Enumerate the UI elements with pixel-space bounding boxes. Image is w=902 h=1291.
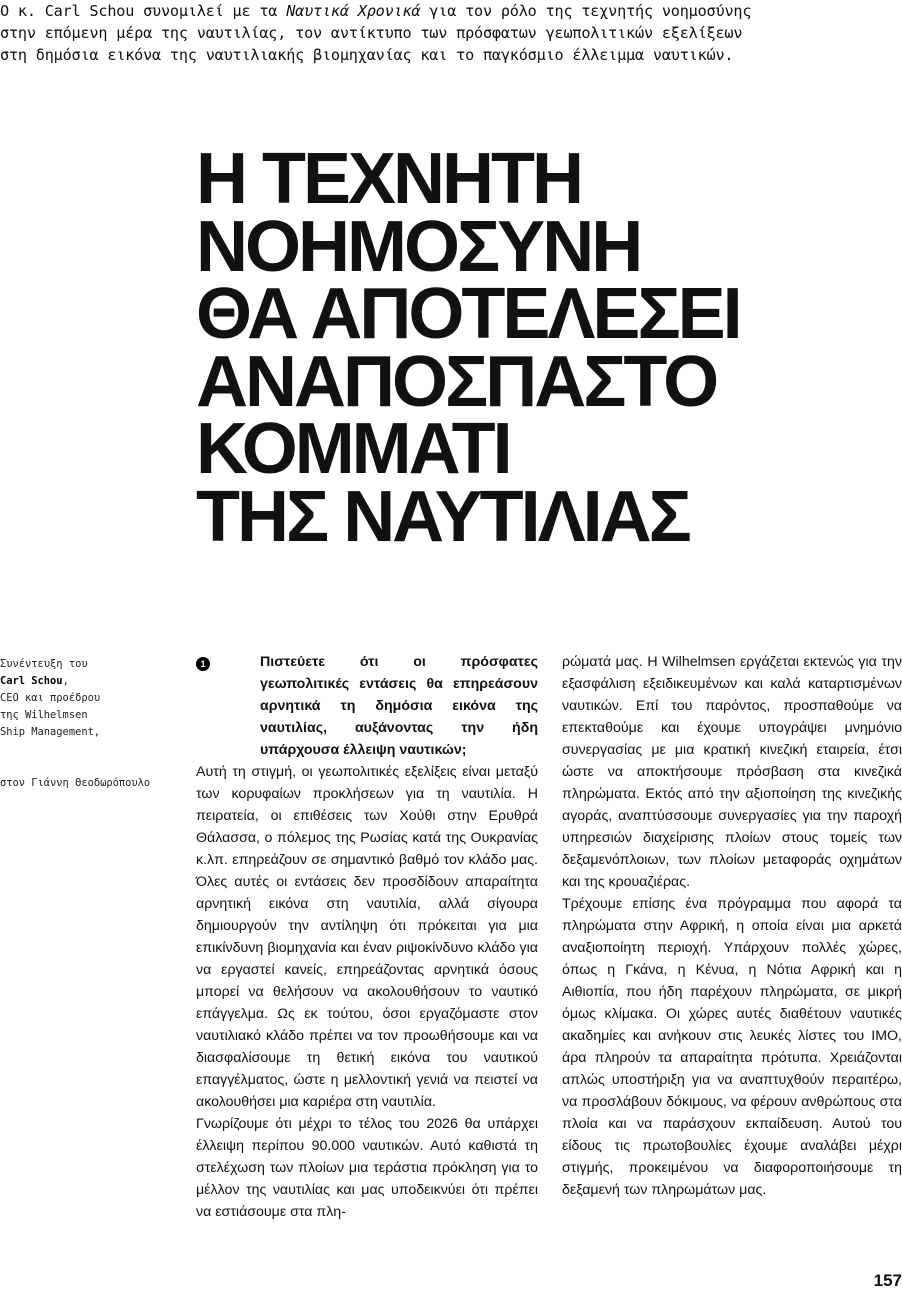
intro-line-1-start: Ο κ. Carl Schou συνομιλεί με τα [0,2,287,20]
byline [0,656,180,792]
headline-line-1: Η ΤΕΧΝΗΤΗ [196,139,581,219]
intro-standfirst [0,0,902,66]
answer-column-left [196,761,538,1223]
publication-name: Ναυτικά Χρονικά [286,2,421,20]
byline-role-3: Ship Management, [0,726,101,738]
intro-line-1-end: για τον ρόλο της τεχνητής νοημοσύνης [420,2,752,20]
headline-line-4: ΑΝΑΠΟΣΠΑΣΤΟ [196,341,717,422]
interviewee-name: Carl Schou [0,675,63,687]
byline-role-2: της Wilhelmsen [0,709,88,721]
interviewer: στον Γιάννη Θεοδωρόπουλο [0,777,151,789]
intro-line-1 [0,0,902,22]
headline [196,139,896,557]
page-number: 157 [873,1271,902,1290]
byline-role-1: CEO και προέδρου [0,692,101,704]
intro-line-2: στην επόμενη μέρα της ναυτιλίας, τον αντίκτυπο των πρόσφατων γεωπολιτικών εξελίξεων [0,24,743,42]
byline-label: Συνέντευξη του [0,658,88,670]
question-text: Πιστεύετε ότι οι πρόσφατες γεωπολιτικές εντάσεις θα επηρεάσουν αρνητικά τη δημόσια εικόνα της ναυτιλίας, αυξάνοντας την ήδη υπάρχουσα έλλειψη ναυτικών; [260,654,538,758]
headline-line-2: ΝΟΗΜΟΣΥΝΗ [196,206,641,287]
answer-paragraph: Αυτή τη στιγμή, οι γεωπολιτικές εξελίξεις είναι μεταξύ των κορυφαίων προκλήσεων για τη ναυτιλία. Η πειρατεία, οι επιθέσεις των Χούθι στην Ερυθρά Θάλασσα, ο πόλεμος της Ρωσίας κατά της Ουκρανίας κ.λπ. επηρεάζουν σε σημαντικό βαθμό τον κλάδο μας. Όλες αυτές οι εντάσεις δεν προσδίδουν απαραίτητα αρνητική εικόνα στη ναυτιλία, αλλά σίγουρα δημιουργούν την αντίληψη ότι πρόκειται για μια επικίνδυνη βιομηχανία και έναν ριψοκίνδυνο κλάδο για να εργαστεί κανείς, επηρεάζοντας αρνητικά όσους μπορεί να θελήσουν να ακολουθήσουν το ναυτικό επάγγελμα. Ως εκ τούτου, όσοι εργαζόμαστε στον ναυτιλιακό κλάδο πρέπει να τον προωθήσουμε και να διασφαλίσουμε τη θετική εικόνα του ναυτικού επαγγέλματος, ώστε η μελλοντική γενιά να πειστεί να ακολουθήσει μια καριέρα στη ναυτιλία. [196,764,538,1110]
answer-column-right [562,651,902,1201]
answer-paragraph: Γνωρίζουμε ότι μέχρι το τέλος του 2026 θα υπάρχει έλλειψη περίπου 90.000 ναυτικών. Αυτό καθιστά τη στελέχωση των πλοίων μια τεράστια πρόκληση για το μέλλον της ναυτιλίας και μας υποδεικνύει ότι πρέπει να εστιάσουμε στα πλη- [196,1116,538,1220]
headline-line-5: ΚΟΜΜΑΤΙ [196,409,510,489]
headline-line-6: ΤΗΣ ΝΑΥΤΙΛΙΑΣ [196,476,689,557]
answer-paragraph: Τρέχουμε επίσης ένα πρόγραμμα που αφορά τα πληρώματα στην Αφρική, η οποία είναι μια αρκετά αναξιοποίητη περιοχή. Υπάρχουν πολλές χώρες, όπως η Γκάνα, η Κένυα, η Νότια Αφρική και η Αιθιοπία, που ήδη παρέχουν πληρώματα, σε μικρή όμως κλίμακα. Οι χώρες αυτές διαθέτουν ναυτικές ακαδημίες και ανήκουν στις λευκές λίστες του IMO, άρα πληρούν τα απαραίτητα πρότυπα. Χρειάζονται απλώς υποστήριξη για να αναπτυχθούν περαιτέρω, να προσλάβουν δόκιμους, να φέρουν ανθρώπους στα πλοία και να παράσχουν εκπαίδευση. Αυτού του είδους τις πρωτοβουλίες έχουμε αναλάβει μέχρι στιγμής, προκειμένου να διαφοροποιήσουμε τη δεξαμενή των πληρωμάτων μας. [562,896,902,1198]
headline-line-3: ΘΑ ΑΠΟΤΕΛΕΣΕΙ [196,274,740,354]
byline-name-suffix: , [62,675,69,687]
answer-paragraph: ρώματά μας. Η Wilhelmsen εργάζεται εκτενώς για την εξασφάλιση εξειδικευμένων και καλά καταρτισμένων ναυτικών. Επί του παρόντος, προσπαθούμε να επεκταθούμε και έχουμε υπογράψει μνημόνιο συνεργασίας με μια κρατική κινεζική εταιρεία, έτσι ώστε να αποκτήσουμε πρόσβαση στα κινεζικά πληρώματα. Εκτός από την αξιοποίηση της κινεζικής αγοράς, αναπτύσσουμε συνεργασίες για την παροχή υπηρεσιών διαχείρισης πλοίων στους τομείς των δεξαμενόπλοιων, των πλοίων μεταφοράς οχημάτων και της κρουαζιέρας. [562,654,902,890]
intro-line-3: στη δημόσια εικόνα της ναυτιλιακής βιομηχανίας και το παγκόσμιο έλλειμμα ναυτικών. [0,46,734,64]
question-number-badge: 1 [196,657,210,671]
byline-name-line [0,673,180,690]
